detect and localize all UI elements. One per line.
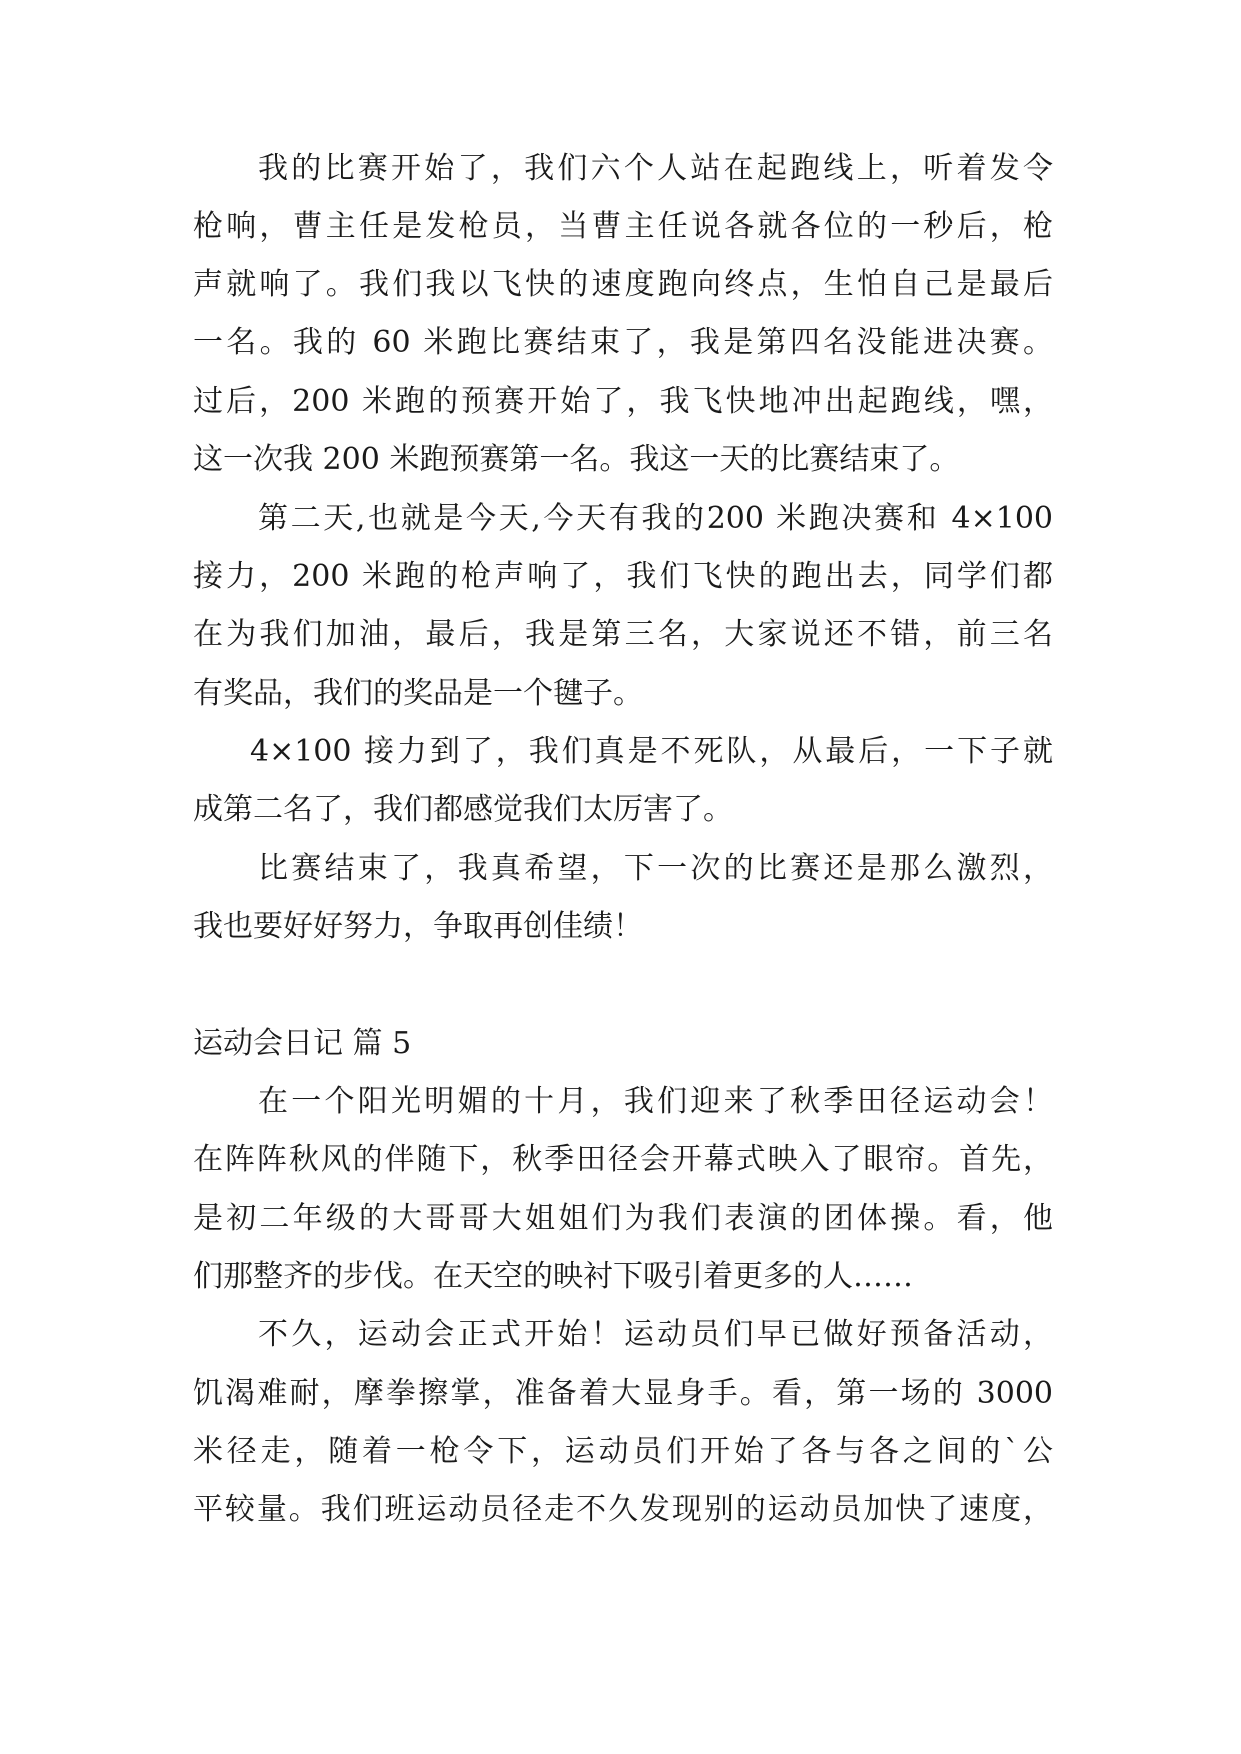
text-line: 成第二名了，我们都感觉我们太厉害了。	[193, 792, 733, 827]
text-line: 在为我们加油，最后，我是第三名，大家说还不错，前三名	[193, 617, 1053, 652]
text-line: 是初二年级的大哥哥大姐姐们为我们表演的团体操。看，他	[193, 1201, 1053, 1236]
text-line: 有奖品，我们的奖品是一个毽子。	[193, 676, 643, 711]
text-line: 我的比赛开始了，我们六个人站在起跑线上，听着发令	[258, 151, 1053, 186]
text-line: 在一个阳光明媚的十月，我们迎来了秋季田径运动会！	[258, 1084, 1053, 1119]
text-line: 一名。我的 60 米跑比赛结束了，我是第四名没能进决赛。	[193, 325, 1053, 360]
section-title: 运动会日记 篇 5	[193, 1026, 412, 1061]
text-line: 接力，200 米跑的枪声响了，我们飞快的跑出去，同学们都	[193, 559, 1053, 594]
text-line: 4×100 接力到了，我们真是不死队，从最后，一下子就	[250, 734, 1053, 769]
text-line: 不久，运动会正式开始！运动员们早已做好预备活动，	[258, 1317, 1053, 1352]
text-line: 平较量。我们班运动员径走不久发现别的运动员加快了速度，	[193, 1492, 1053, 1527]
text-line: 米径走，随着一枪令下，运动员们开始了各与各之间的`公	[193, 1434, 1053, 1469]
text-line: 第二天,也就是今天,今天有我的200 米跑决赛和 4×100	[258, 501, 1053, 536]
text-line: 这一次我 200 米跑预赛第一名。我这一天的比赛结束了。	[193, 442, 960, 477]
text-line: 过后，200 米跑的预赛开始了，我飞快地冲出起跑线，嘿，	[193, 384, 1053, 419]
text-line: 比赛结束了，我真希望，下一次的比赛还是那么激烈，	[258, 851, 1053, 886]
text-line: 在阵阵秋风的伴随下，秋季田径会开幕式映入了眼帘。首先，	[193, 1142, 1053, 1177]
text-line: 声就响了。我们我以飞快的速度跑向终点，生怕自己是最后	[193, 267, 1053, 302]
text-line: 我也要好好努力，争取再创佳绩！	[193, 909, 643, 944]
text-line: 枪响，曹主任是发枪员，当曹主任说各就各位的一秒后，枪	[193, 209, 1053, 244]
text-line: 饥渴难耐，摩拳擦掌，准备着大显身手。看，第一场的 3000	[193, 1376, 1053, 1411]
text-line: 们那整齐的步伐。在天空的映衬下吸引着更多的人……	[193, 1259, 913, 1294]
